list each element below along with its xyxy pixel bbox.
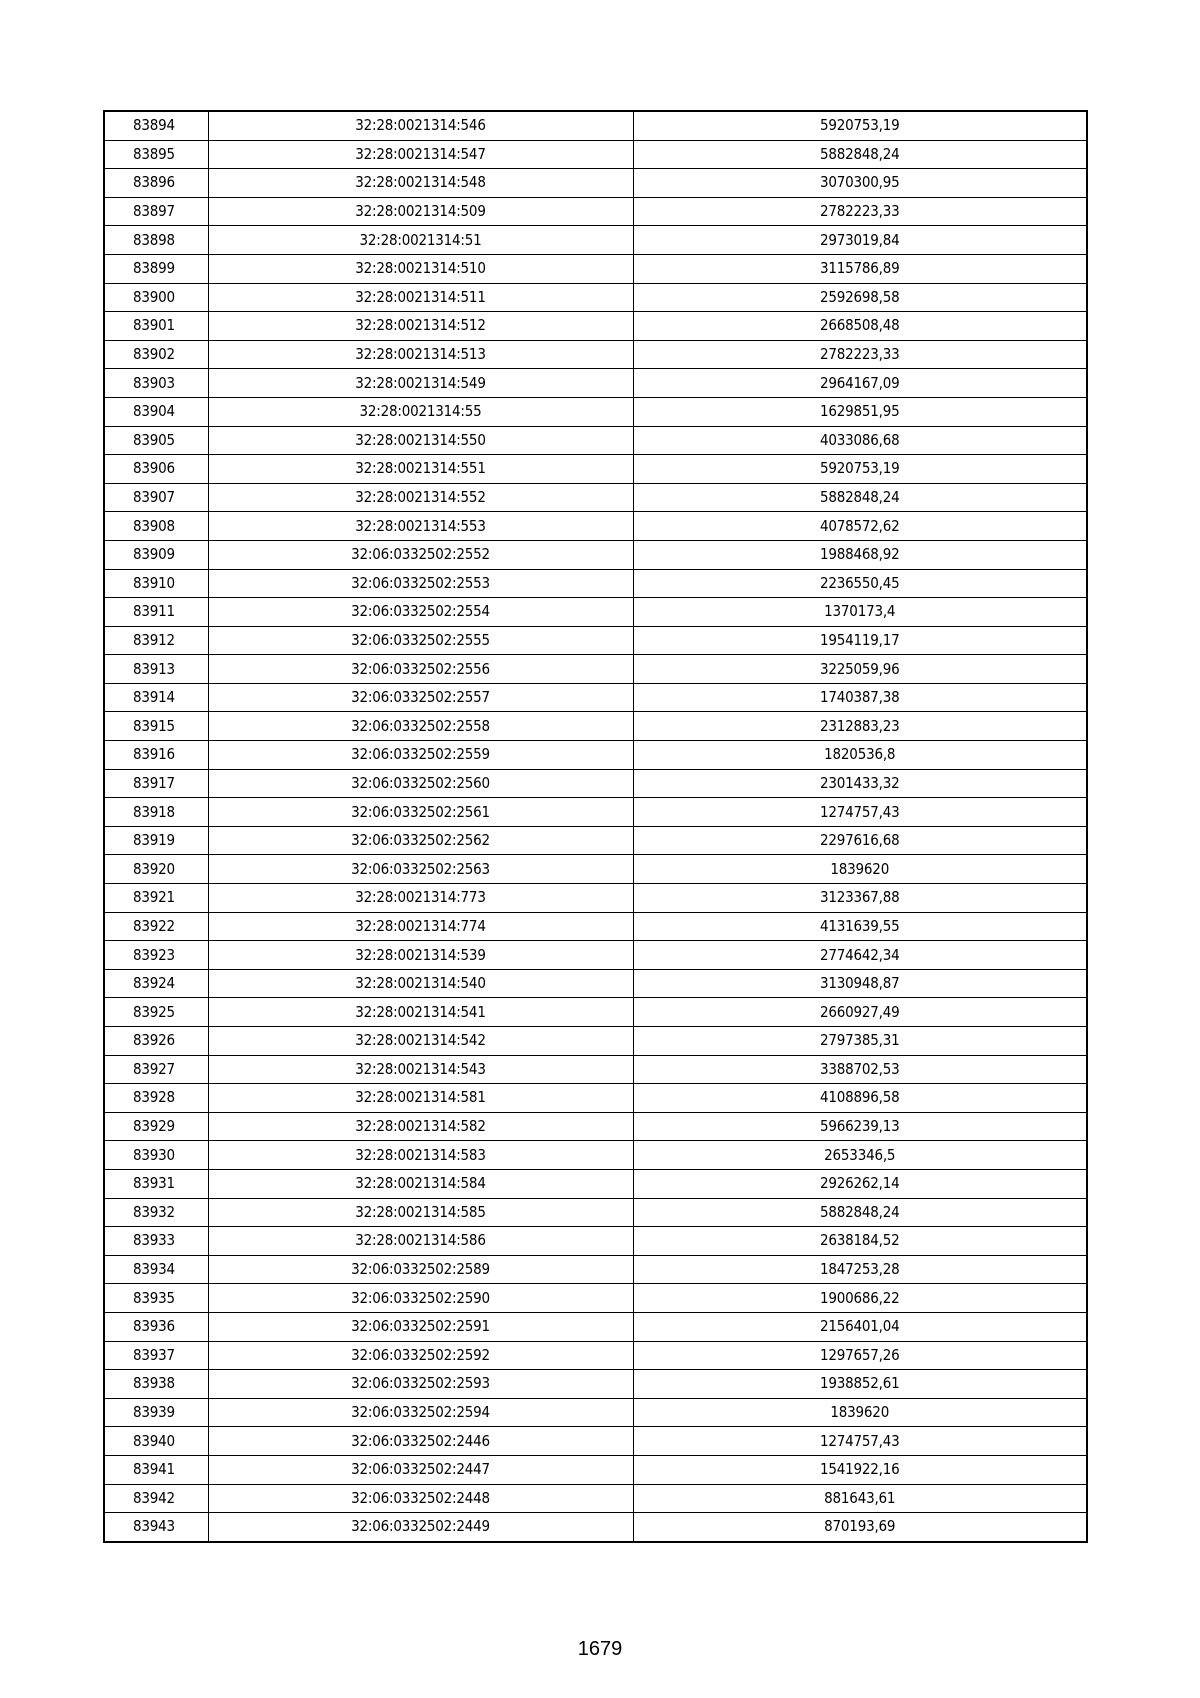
row-number-cell: 83918	[104, 798, 208, 827]
row-number-cell: 83921	[104, 884, 208, 913]
table-row	[104, 369, 1087, 398]
row-number-cell: 83900	[104, 283, 208, 312]
table-row	[104, 1513, 1087, 1542]
cadastral-number-cell: 32:06:0332502:2561	[208, 798, 633, 827]
row-number-cell: 83929	[104, 1112, 208, 1141]
cadastral-value-cell: 2668508,48	[633, 312, 1087, 341]
table-row	[104, 1084, 1087, 1113]
cadastral-number-cell: 32:28:0021314:539	[208, 941, 633, 970]
cadastral-number-cell: 32:28:0021314:552	[208, 483, 633, 512]
cadastral-value-cell: 5882848,24	[633, 140, 1087, 169]
cadastral-value-cell: 1900686,22	[633, 1284, 1087, 1313]
cadastral-number-cell: 32:06:0332502:2447	[208, 1455, 633, 1484]
row-number-cell: 83907	[104, 483, 208, 512]
cadastral-number-cell: 32:06:0332502:2590	[208, 1284, 633, 1313]
cadastral-number-cell: 32:28:0021314:540	[208, 969, 633, 998]
cadastral-number-cell: 32:28:0021314:585	[208, 1198, 633, 1227]
cadastral-number-cell: 32:28:0021314:583	[208, 1141, 633, 1170]
row-number-cell: 83919	[104, 826, 208, 855]
row-number-cell: 83913	[104, 655, 208, 684]
cadastral-value-cell: 2973019,84	[633, 226, 1087, 255]
cadastral-number-cell: 32:28:0021314:511	[208, 283, 633, 312]
cadastral-number-cell: 32:28:0021314:513	[208, 340, 633, 369]
cadastral-value-cell: 3388702,53	[633, 1055, 1087, 1084]
cadastral-value-cell: 5920753,19	[633, 111, 1087, 140]
row-number-cell: 83928	[104, 1084, 208, 1113]
table-row	[104, 598, 1087, 627]
cadastral-number-cell: 32:06:0332502:2552	[208, 540, 633, 569]
cadastral-value-cell: 5882848,24	[633, 483, 1087, 512]
row-number-cell: 83912	[104, 626, 208, 655]
cadastral-value-cell: 1954119,17	[633, 626, 1087, 655]
row-number-cell: 83898	[104, 226, 208, 255]
cadastral-value-cell: 2236550,45	[633, 569, 1087, 598]
cadastral-number-cell: 32:06:0332502:2449	[208, 1513, 633, 1542]
table-row	[104, 569, 1087, 598]
table-row	[104, 140, 1087, 169]
cadastral-value-cell: 4078572,62	[633, 512, 1087, 541]
table-row	[104, 455, 1087, 484]
cadastral-number-cell: 32:28:0021314:586	[208, 1227, 633, 1256]
row-number-cell: 83903	[104, 369, 208, 398]
table-row	[104, 884, 1087, 913]
table-row	[104, 426, 1087, 455]
row-number-cell: 83911	[104, 598, 208, 627]
row-number-cell: 83932	[104, 1198, 208, 1227]
table-row	[104, 1341, 1087, 1370]
cadastral-number-cell: 32:28:0021314:546	[208, 111, 633, 140]
table-row	[104, 998, 1087, 1027]
page-number: 1679	[577, 1638, 623, 1660]
row-number-cell: 83897	[104, 197, 208, 226]
row-number-cell: 83896	[104, 169, 208, 198]
cadastral-value-cell: 1297657,26	[633, 1341, 1087, 1370]
table-row	[104, 1112, 1087, 1141]
table-row	[104, 626, 1087, 655]
cadastral-number-cell: 32:06:0332502:2563	[208, 855, 633, 884]
cadastral-number-cell: 32:06:0332502:2555	[208, 626, 633, 655]
cadastral-value-cell: 1938852,61	[633, 1370, 1087, 1399]
cadastral-number-cell: 32:06:0332502:2589	[208, 1255, 633, 1284]
table-row	[104, 1169, 1087, 1198]
table-row	[104, 1198, 1087, 1227]
row-number-cell: 83910	[104, 569, 208, 598]
cadastral-value-cell: 1740387,38	[633, 683, 1087, 712]
row-number-cell: 83940	[104, 1427, 208, 1456]
cadastral-number-cell: 32:28:0021314:581	[208, 1084, 633, 1113]
cadastral-number-cell: 32:06:0332502:2560	[208, 769, 633, 798]
cadastral-value-cell: 2297616,68	[633, 826, 1087, 855]
row-number-cell: 83922	[104, 912, 208, 941]
cadastral-value-cell: 4033086,68	[633, 426, 1087, 455]
row-number-cell: 83920	[104, 855, 208, 884]
row-number-cell: 83942	[104, 1484, 208, 1513]
row-number-cell: 83925	[104, 998, 208, 1027]
cadastral-number-cell: 32:28:0021314:773	[208, 884, 633, 913]
row-number-cell: 83937	[104, 1341, 208, 1370]
cadastral-value-cell: 870193,69	[633, 1513, 1087, 1542]
row-number-cell: 83901	[104, 312, 208, 341]
table-row	[104, 283, 1087, 312]
cadastral-value-cell: 1541922,16	[633, 1455, 1087, 1484]
cadastral-number-cell: 32:06:0332502:2553	[208, 569, 633, 598]
table-row	[104, 1427, 1087, 1456]
table-row	[104, 912, 1087, 941]
table-row	[104, 312, 1087, 341]
table-row	[104, 169, 1087, 198]
row-number-cell: 83908	[104, 512, 208, 541]
row-number-cell: 83909	[104, 540, 208, 569]
cadastral-number-cell: 32:28:0021314:774	[208, 912, 633, 941]
table-row	[104, 226, 1087, 255]
row-number-cell: 83906	[104, 455, 208, 484]
cadastral-value-cell: 1820536,8	[633, 741, 1087, 770]
cadastral-number-cell: 32:06:0332502:2557	[208, 683, 633, 712]
table-row	[104, 969, 1087, 998]
cadastral-value-cell: 2312883,23	[633, 712, 1087, 741]
row-number-cell: 83933	[104, 1227, 208, 1256]
cadastral-number-cell: 32:28:0021314:584	[208, 1169, 633, 1198]
cadastral-value-cell: 2797385,31	[633, 1027, 1087, 1056]
cadastral-value-cell: 1274757,43	[633, 1427, 1087, 1456]
cadastral-number-cell: 32:06:0332502:2593	[208, 1370, 633, 1399]
row-number-cell: 83895	[104, 140, 208, 169]
cadastral-value-cell: 1629851,95	[633, 397, 1087, 426]
cadastral-value-cell: 2638184,52	[633, 1227, 1087, 1256]
table-row	[104, 1370, 1087, 1399]
table-row	[104, 340, 1087, 369]
cadastral-value-cell: 2156401,04	[633, 1312, 1087, 1341]
cadastral-value-cell: 1274757,43	[633, 798, 1087, 827]
table-row	[104, 712, 1087, 741]
row-number-cell: 83916	[104, 741, 208, 770]
cadastral-value-cell: 3225059,96	[633, 655, 1087, 684]
row-number-cell: 83930	[104, 1141, 208, 1170]
cadastral-number-cell: 32:28:0021314:547	[208, 140, 633, 169]
cadastral-value-cell: 2774642,34	[633, 941, 1087, 970]
cadastral-number-cell: 32:28:0021314:549	[208, 369, 633, 398]
table-row	[104, 1255, 1087, 1284]
cadastral-value-cell: 5882848,24	[633, 1198, 1087, 1227]
row-number-cell: 83904	[104, 397, 208, 426]
table-row	[104, 1312, 1087, 1341]
cadastral-value-cell: 5966239,13	[633, 1112, 1087, 1141]
row-number-cell: 83915	[104, 712, 208, 741]
row-number-cell: 83899	[104, 254, 208, 283]
cadastral-number-cell: 32:06:0332502:2448	[208, 1484, 633, 1513]
row-number-cell: 83934	[104, 1255, 208, 1284]
cadastral-value-cell: 4131639,55	[633, 912, 1087, 941]
table-body	[104, 111, 1087, 1542]
row-number-cell: 83938	[104, 1370, 208, 1399]
cadastral-number-cell: 32:28:0021314:541	[208, 998, 633, 1027]
row-number-cell: 83927	[104, 1055, 208, 1084]
table-row	[104, 483, 1087, 512]
table-row	[104, 111, 1087, 140]
cadastral-number-cell: 32:28:0021314:543	[208, 1055, 633, 1084]
table-row	[104, 1484, 1087, 1513]
table-row	[104, 1398, 1087, 1427]
row-number-cell: 83923	[104, 941, 208, 970]
table-row	[104, 655, 1087, 684]
row-number-cell: 83939	[104, 1398, 208, 1427]
cadastral-value-cell: 881643,61	[633, 1484, 1087, 1513]
table-row	[104, 1027, 1087, 1056]
cadastral-value-cell: 3115786,89	[633, 254, 1087, 283]
cadastral-value-cell: 2926262,14	[633, 1169, 1087, 1198]
cadastral-value-cell: 2782223,33	[633, 340, 1087, 369]
cadastral-value-cell: 1839620	[633, 855, 1087, 884]
table-row	[104, 741, 1087, 770]
cadastral-number-cell: 32:28:0021314:512	[208, 312, 633, 341]
cadastral-value-cell: 2301433,32	[633, 769, 1087, 798]
row-number-cell: 83917	[104, 769, 208, 798]
row-number-cell: 83894	[104, 111, 208, 140]
cadastral-number-cell: 32:28:0021314:548	[208, 169, 633, 198]
cadastral-value-table	[103, 110, 1088, 1543]
cadastral-number-cell: 32:28:0021314:509	[208, 197, 633, 226]
table-row	[104, 1141, 1087, 1170]
cadastral-value-cell: 2653346,5	[633, 1141, 1087, 1170]
row-number-cell: 83926	[104, 1027, 208, 1056]
table-row	[104, 683, 1087, 712]
table-row	[104, 1455, 1087, 1484]
cadastral-value-cell: 2964167,09	[633, 369, 1087, 398]
row-number-cell: 83935	[104, 1284, 208, 1313]
table-row	[104, 826, 1087, 855]
cadastral-number-cell: 32:06:0332502:2554	[208, 598, 633, 627]
row-number-cell: 83931	[104, 1169, 208, 1198]
cadastral-number-cell: 32:28:0021314:51	[208, 226, 633, 255]
cadastral-number-cell: 32:06:0332502:2562	[208, 826, 633, 855]
table-row	[104, 254, 1087, 283]
table-row	[104, 798, 1087, 827]
cadastral-number-cell: 32:28:0021314:542	[208, 1027, 633, 1056]
cadastral-value-cell: 1839620	[633, 1398, 1087, 1427]
cadastral-value-cell: 4108896,58	[633, 1084, 1087, 1113]
cadastral-number-cell: 32:28:0021314:582	[208, 1112, 633, 1141]
cadastral-value-cell: 1988468,92	[633, 540, 1087, 569]
row-number-cell: 83902	[104, 340, 208, 369]
cadastral-number-cell: 32:28:0021314:510	[208, 254, 633, 283]
cadastral-value-cell: 1370173,4	[633, 598, 1087, 627]
cadastral-value-cell: 2592698,58	[633, 283, 1087, 312]
table-row	[104, 1284, 1087, 1313]
table-row	[104, 769, 1087, 798]
table-row	[104, 540, 1087, 569]
cadastral-number-cell: 32:06:0332502:2592	[208, 1341, 633, 1370]
row-number-cell: 83914	[104, 683, 208, 712]
cadastral-number-cell: 32:06:0332502:2446	[208, 1427, 633, 1456]
cadastral-number-cell: 32:06:0332502:2558	[208, 712, 633, 741]
table-row	[104, 941, 1087, 970]
row-number-cell: 83905	[104, 426, 208, 455]
cadastral-number-cell: 32:06:0332502:2556	[208, 655, 633, 684]
cadastral-number-cell: 32:06:0332502:2591	[208, 1312, 633, 1341]
cadastral-value-cell: 5920753,19	[633, 455, 1087, 484]
table-row	[104, 1055, 1087, 1084]
table-row	[104, 397, 1087, 426]
cadastral-number-cell: 32:28:0021314:550	[208, 426, 633, 455]
cadastral-number-cell: 32:06:0332502:2559	[208, 741, 633, 770]
cadastral-value-cell: 3070300,95	[633, 169, 1087, 198]
row-number-cell: 83941	[104, 1455, 208, 1484]
table-row	[104, 1227, 1087, 1256]
cadastral-value-cell: 3130948,87	[633, 969, 1087, 998]
cadastral-number-cell: 32:28:0021314:553	[208, 512, 633, 541]
table-row	[104, 855, 1087, 884]
row-number-cell: 83936	[104, 1312, 208, 1341]
cadastral-value-cell: 2660927,49	[633, 998, 1087, 1027]
cadastral-value-cell: 3123367,88	[633, 884, 1087, 913]
row-number-cell: 83924	[104, 969, 208, 998]
cadastral-value-cell: 1847253,28	[633, 1255, 1087, 1284]
cadastral-number-cell: 32:28:0021314:55	[208, 397, 633, 426]
cadastral-number-cell: 32:06:0332502:2594	[208, 1398, 633, 1427]
table-row	[104, 512, 1087, 541]
table-row	[104, 197, 1087, 226]
cadastral-number-cell: 32:28:0021314:551	[208, 455, 633, 484]
row-number-cell: 83943	[104, 1513, 208, 1542]
cadastral-value-cell: 2782223,33	[633, 197, 1087, 226]
